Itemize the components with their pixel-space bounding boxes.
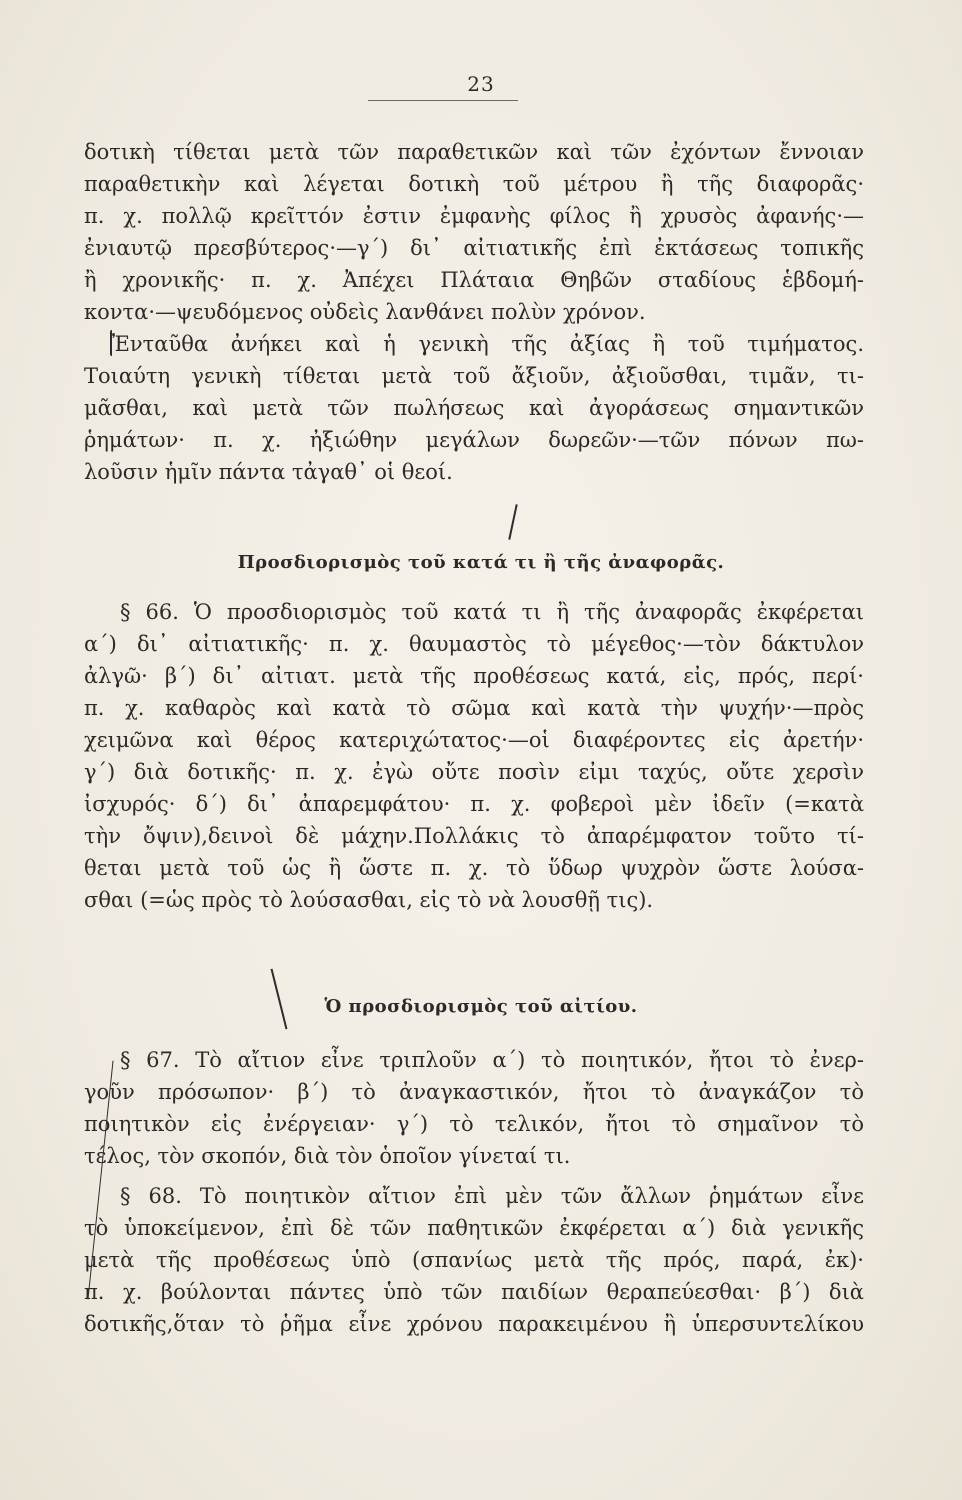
text-line: θεται μετὰ τοῦ ὡς ἢ ὥστε π. χ. τὸ ὕδωρ ψυχρὸν ὥστε λούσα- <box>84 856 864 880</box>
text-line: τὸ ὑποκείμενον, ἐπὶ δὲ τῶν παθητικῶν ἐκφέρεται α΄) διὰ γενικῆς <box>84 1216 864 1240</box>
text-line: τέλος, τὸν σκοπόν, διὰ τὸν ὁποῖον γίνεταί τι. <box>84 1144 571 1168</box>
text-line: μετὰ τῆς προθέσεως ὑπὸ (σπανίως μετὰ τῆς πρός, παρά, ἐκ)· <box>84 1248 864 1272</box>
text-line: ἀλγῶ· β΄) δι᾽ αἰτιατ. μετὰ τῆς προθέσεως κατά, εἰς, πρός, περί· <box>84 664 864 688</box>
pencil-mark <box>508 504 517 540</box>
text-line: ἰσχυρός· δ΄) δι᾽ ἀπαρεμφάτου· π. χ. φοβεροὶ μὲν ἰδεῖν (=κατὰ <box>84 792 864 816</box>
text-line: σθαι (=ὡς πρὸς τὸ λούσασθαι, εἰς τὸ νὰ λουσθῇ τις). <box>84 888 654 912</box>
text-line: π. χ. πολλῷ κρεῖττόν ἐστιν ἐμφανὴς φίλος ἢ χρυσὸς ἀφανής·— <box>84 204 864 228</box>
text-line: Τοιαύτη γενικὴ τίθεται μετὰ τοῦ ἄξιοῦν, ἀξιοῦσθαι, τιμᾶν, τι- <box>84 364 864 388</box>
section-heading: Προσδιορισμὸς τοῦ κατά τι ἢ τῆς ἀναφορᾶς. <box>237 552 725 573</box>
page-number: 23 <box>467 72 495 96</box>
text-line: π. χ. βούλονται πάντες ὑπὸ τῶν παιδίων θεραπεύεσθαι· β΄) διὰ <box>84 1280 864 1304</box>
text-line: λοῦσιν ἡμῖν πάντα τἀγαθ᾽ οἱ θεοί. <box>84 460 453 484</box>
pencil-mark <box>110 330 112 356</box>
text-line: γ΄) διὰ δοτικῆς· π. χ. ἐγὼ οὔτε ποσὶν εἰμι ταχύς, οὔτε χερσὶν <box>84 760 864 784</box>
text-line: α΄) δι᾽ αἰτιατικῆς· π. χ. θαυμαστὸς τὸ μέγεθος·—τὸν δάκτυλον <box>84 632 864 656</box>
text-line: παραθετικὴν καὶ λέγεται δοτικὴ τοῦ μέτρου ἢ τῆς διαφορᾶς· <box>84 172 864 196</box>
header-rule <box>368 100 518 101</box>
text-line: τὴν ὄψιν),δεινοὶ δὲ μάχην.Πολλάκις τὸ ἀπαρέμφατον τοῦτο τί- <box>84 824 864 848</box>
text-line: δοτικῆς,ὅταν τὸ ῥῆμα εἶνε χρόνου παρακειμένου ἢ ὑπερσυντελίκου <box>84 1312 864 1336</box>
text-line: χειμῶνα καὶ θέρος κατεριχώτατος·—οἱ διαφέροντες εἰς ἀρετήν· <box>84 728 864 752</box>
text-line: ἢ χρονικῆς· π. χ. Ἀπέχει Πλάταια Θηβῶν σταδίους ἑβδομή- <box>84 268 864 292</box>
text-line: π. χ. καθαρὸς καὶ κατὰ τὸ σῶμα καὶ κατὰ τὴν ψυχήν·—πρὸς <box>84 696 864 720</box>
text-line: Ἐνταῦθα ἀνήκει καὶ ἡ γενικὴ τῆς ἀξίας ἢ τοῦ τιμήματος. <box>112 332 864 356</box>
text-line: κοντα·—ψευδόμενος οὐδεὶς λανθάνει πολὺν χρόνον. <box>84 300 646 324</box>
text-line: § 66. Ὁ προσδιορισμὸς τοῦ κατά τι ἢ τῆς ἀναφορᾶς ἐκφέρεται <box>120 600 864 624</box>
text-line: δοτικὴ τίθεται μετὰ τῶν παραθετικῶν καὶ τῶν ἐχόντων ἔννοιαν <box>84 140 864 164</box>
section-heading: Ὁ προσδιορισμὸς τοῦ αἰτίου. <box>324 996 638 1017</box>
text-line: γοῦν πρόσωπον· β΄) τὸ ἀναγκαστικόν, ἤτοι τὸ ἀναγκάζον τὸ <box>84 1080 864 1104</box>
text-line: § 68. Τὸ ποιητικὸν αἴτιον ἐπὶ μὲν τῶν ἄλλων ῥημάτων εἶνε <box>120 1184 864 1208</box>
text-line: ἐνιαυτῷ πρεσβύτερος·—γ΄) δι᾽ αἰτιατικῆς ἐπὶ ἐκτάσεως τοπικῆς <box>84 236 864 260</box>
text-line: ποιητικὸν εἰς ἐνέργειαν· γ΄) τὸ τελικόν, ἤτοι τὸ σημαῖνον τὸ <box>84 1112 864 1136</box>
text-line: ῥημάτων· π. χ. ἠξιώθην μεγάλων δωρεῶν·—τῶν πόνων πω- <box>84 428 864 452</box>
text-line: μᾶσθαι, καὶ μετὰ τῶν πωλήσεως καὶ ἀγοράσεως σημαντικῶν <box>84 396 864 420</box>
text-line: § 67. Τὸ αἴτιον εἶνε τριπλοῦν α΄) τὸ ποιητικόν, ἤτοι τὸ ἐνερ- <box>120 1048 864 1072</box>
